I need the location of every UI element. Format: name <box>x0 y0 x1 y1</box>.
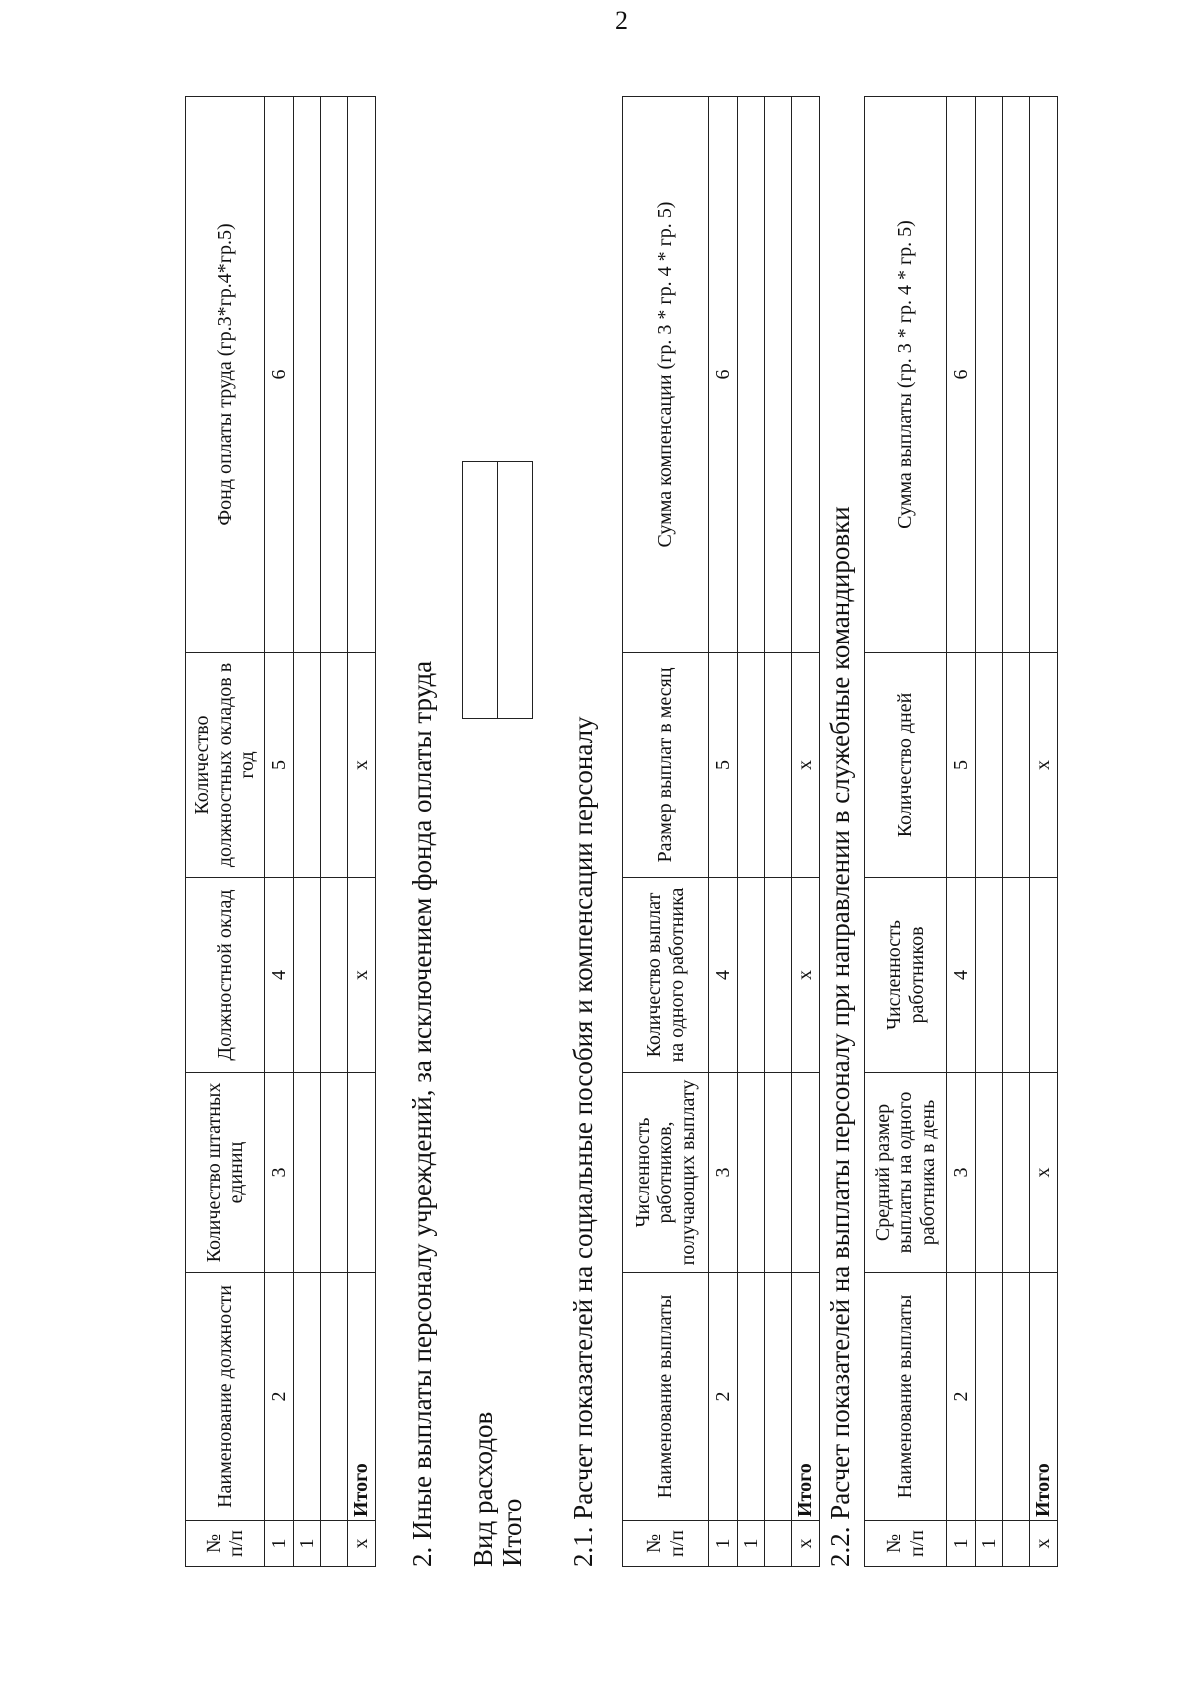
table-row-cell <box>1003 653 1030 878</box>
column-number-row-cell: 3 <box>265 1073 294 1273</box>
column-number-row-cell: 5 <box>709 653 738 878</box>
table-row-cell <box>976 1073 1003 1273</box>
total-row-cell: х <box>348 1521 375 1567</box>
table-row-cell <box>321 1521 348 1567</box>
total-row-cell: х <box>348 653 375 878</box>
table-header-row-cell: Фонд оплаты труда (гр.3*гр.4*гр.5) <box>186 97 265 653</box>
column-number-row-cell: 5 <box>947 653 976 878</box>
rotated-page <box>185 0 1200 1597</box>
table-22 <box>864 97 1058 1567</box>
column-number-row-cell: 3 <box>709 1073 738 1273</box>
table-header-row-cell: № п/п <box>186 1521 265 1567</box>
section-22-title: 2.2. Расчет показателей на выплаты персоналу при направлении в служебные командировки <box>825 506 855 1567</box>
table-row-cell <box>976 878 1003 1073</box>
table-row-cell <box>765 1521 792 1567</box>
table-header-row-cell: Средний размер выплаты на одного работника в день <box>865 1073 947 1273</box>
total-row-cell: Итого <box>792 1273 819 1521</box>
table-row-cell <box>976 1273 1003 1521</box>
table-row-cell <box>1003 1521 1030 1567</box>
column-number-row <box>265 97 294 1567</box>
total-row-cell <box>348 97 375 653</box>
table-header-row <box>186 97 265 1567</box>
table-header-row-cell: Количество штатных единиц <box>186 1073 265 1273</box>
expense-box <box>462 461 533 719</box>
column-number-row <box>947 97 976 1567</box>
table-row-cell <box>738 878 765 1073</box>
table-row-cell <box>765 878 792 1073</box>
table-row-cell <box>321 97 348 653</box>
column-number-row-cell: 6 <box>265 97 294 653</box>
column-number-row-cell: 4 <box>265 878 294 1073</box>
table-header-row <box>865 97 947 1567</box>
table-header-row-cell: Количество дней <box>865 653 947 878</box>
table-row-cell <box>294 1073 321 1273</box>
column-number-row-cell: 4 <box>947 878 976 1073</box>
table-row-cell <box>1003 1273 1030 1521</box>
total-row-cell: х <box>792 1521 819 1567</box>
table-row <box>294 97 321 1567</box>
column-number-row-cell: 1 <box>709 1521 738 1567</box>
table-row-cell <box>976 97 1003 653</box>
expense-box-cell <box>498 462 533 719</box>
expense-type-label: Вид расходов <box>468 1411 498 1567</box>
table-header-row-cell: Наименование выплаты <box>623 1273 709 1521</box>
total-row-cell: х <box>792 653 819 878</box>
column-number-row <box>709 97 738 1567</box>
table-header-row-cell: Наименование должности <box>186 1273 265 1521</box>
total-row-cell <box>1030 878 1057 1073</box>
expense-total-label: Итого <box>497 1498 527 1567</box>
total-row-cell: х <box>1030 1073 1057 1273</box>
table-row-cell <box>294 97 321 653</box>
table-row <box>1003 97 1030 1567</box>
total-row-cell <box>348 1073 375 1273</box>
section21-grid <box>622 96 820 1567</box>
table-row-cell <box>765 1073 792 1273</box>
total-row-cell <box>792 1073 819 1273</box>
table-21 <box>622 97 820 1567</box>
table-row-cell <box>738 97 765 653</box>
table-header-row <box>623 97 709 1567</box>
column-number-row-cell: 1 <box>265 1521 294 1567</box>
table-row-cell <box>765 653 792 878</box>
total-row-cell: Итого <box>1030 1273 1057 1521</box>
total-row-cell: х <box>792 878 819 1073</box>
table-row-cell <box>738 653 765 878</box>
table-row-cell <box>294 878 321 1073</box>
table-row-cell: 1 <box>294 1521 321 1567</box>
total-row-cell: х <box>1030 1521 1057 1567</box>
table1-grid <box>185 96 376 1567</box>
table-row <box>765 97 792 1567</box>
total-row-cell: х <box>1030 653 1057 878</box>
column-number-row-cell: 4 <box>709 878 738 1073</box>
table-row-cell: 1 <box>738 1521 765 1567</box>
column-number-row-cell: 2 <box>265 1273 294 1521</box>
table-header-row-cell: Количество выплат на одного работника <box>623 878 709 1073</box>
page-number: 2 <box>615 6 628 35</box>
table-row <box>738 97 765 1567</box>
table-row-cell <box>321 653 348 878</box>
table-1 <box>185 97 376 1567</box>
table-header-row-cell: № п/п <box>865 1521 947 1567</box>
expense-box-cell <box>463 462 498 719</box>
table-header-row-cell: Размер выплат в месяц <box>623 653 709 878</box>
table-row-cell <box>1003 1073 1030 1273</box>
table-header-row-cell: № п/п <box>623 1521 709 1567</box>
table-row <box>976 97 1003 1567</box>
section-21-title: 2.1. Расчет показателей на социальные пособия и компенсации персоналу <box>568 716 598 1567</box>
total-row <box>792 97 819 1567</box>
total-row-cell <box>792 97 819 653</box>
total-row <box>348 97 375 1567</box>
section-2-title: 2. Иные выплаты персоналу учреждений, за исключением фонда оплаты труда <box>407 660 437 1567</box>
column-number-row-cell: 2 <box>709 1273 738 1521</box>
column-number-row-cell: 3 <box>947 1073 976 1273</box>
table-row-cell <box>765 1273 792 1521</box>
total-row <box>1030 97 1057 1567</box>
table-row-cell <box>738 1273 765 1521</box>
total-row-cell: х <box>348 878 375 1073</box>
table-header-row-cell: Сумма выплаты (гр. 3 * гр. 4 * гр. 5) <box>865 97 947 653</box>
table-row-cell <box>321 878 348 1073</box>
column-number-row-cell: 5 <box>265 653 294 878</box>
table-row-cell <box>976 653 1003 878</box>
table-header-row-cell: Должностной оклад <box>186 878 265 1073</box>
column-number-row-cell: 6 <box>947 97 976 653</box>
table-header-row-cell: Количество должностных окладов в год <box>186 653 265 878</box>
table-row-cell <box>321 1273 348 1521</box>
table-row <box>321 97 348 1567</box>
column-number-row-cell: 6 <box>709 97 738 653</box>
table-row-cell <box>321 1073 348 1273</box>
table-row-cell: 1 <box>976 1521 1003 1567</box>
table-header-row-cell: Наименование выплаты <box>865 1273 947 1521</box>
total-row-cell: Итого <box>348 1273 375 1521</box>
table-row-cell <box>765 97 792 653</box>
table-row-cell <box>1003 97 1030 653</box>
column-number-row-cell: 1 <box>947 1521 976 1567</box>
table-row-cell <box>738 1073 765 1273</box>
section22-grid <box>864 96 1058 1567</box>
table-header-row-cell: Численность работников <box>865 878 947 1073</box>
table-header-row-cell: Численность работников, получающих выплату <box>623 1073 709 1273</box>
table-header-row-cell: Сумма компенсации (гр. 3 * гр. 4 * гр. 5) <box>623 97 709 653</box>
column-number-row-cell: 2 <box>947 1273 976 1521</box>
table-row-cell <box>1003 878 1030 1073</box>
table-row-cell <box>294 653 321 878</box>
total-row-cell <box>1030 97 1057 653</box>
table-row-cell <box>294 1273 321 1521</box>
